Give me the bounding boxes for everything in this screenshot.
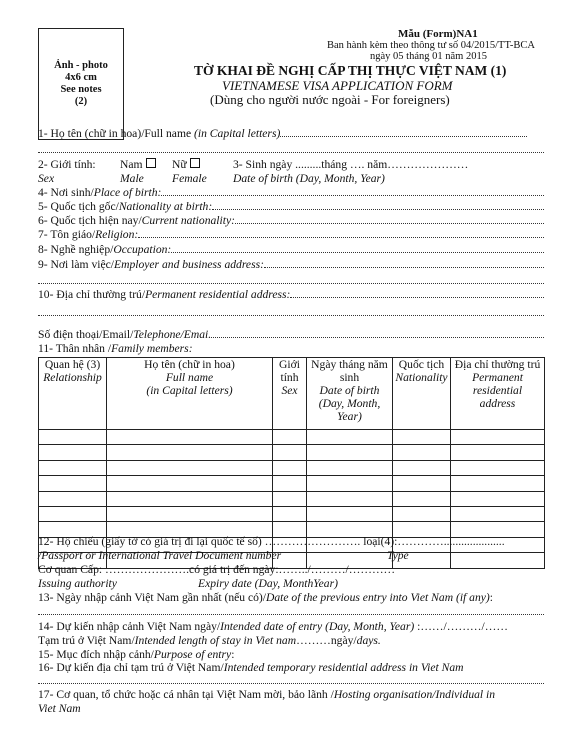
issued-line-1: Ban hành kèm theo thông tư số 04/2015/TT-BCA — [327, 40, 536, 51]
header-vn: Địa chỉ thường trú — [454, 358, 541, 371]
table-row[interactable] — [39, 476, 545, 491]
field-issuing-authority[interactable]: Cơ quan Cấp: ………………….có giá trị đến ngày:……../………/………… — [38, 563, 396, 576]
form-note: (Dùng cho người nước ngoài - For foreigners) — [210, 92, 450, 107]
col-full-name — [107, 358, 273, 430]
field-label-en: Employer and business address: — [114, 258, 264, 271]
input-dots — [280, 127, 527, 137]
field-sex-dob — [38, 158, 96, 171]
photo-label: Ảnh - photo — [54, 60, 108, 71]
field-label: 1- Họ tên (chữ in hoa)/Full name — [38, 127, 195, 140]
field-label-en: (in Capital letters) — [194, 127, 281, 140]
header-vn: Giới — [279, 358, 300, 371]
field-occupation[interactable] — [38, 243, 544, 256]
field-label: 6- Quốc tịch hiện nay/ — [38, 214, 142, 227]
col-date-of-birth — [307, 358, 393, 430]
field-blanks: ………ngày/ — [296, 634, 357, 647]
header-en: Relationship — [43, 371, 102, 384]
field-passport[interactable]: 12- Hộ chiếu (giấy tờ có giá trị đi lại quốc tế số) ……………………. loại(4):…………..................... — [38, 535, 505, 548]
photo-note-num: (2) — [74, 96, 88, 107]
field-family-members — [38, 342, 193, 355]
field-place-of-birth[interactable] — [38, 186, 544, 199]
header-en: Permanent — [472, 371, 523, 384]
photo-size: 4x6 cm — [65, 72, 97, 83]
field-label: 13- Ngày nhập cảnh Việt Nam gần nhất (nếu có)/ — [38, 591, 266, 604]
male-en: Male — [120, 172, 144, 185]
field-employer[interactable] — [38, 258, 544, 271]
header-en: Year) — [337, 410, 362, 423]
photo-box — [38, 28, 124, 140]
input-dots — [171, 243, 544, 253]
header-en: Date of birth — [319, 384, 380, 397]
field-label: Số điện thoại/Email/ — [38, 328, 134, 341]
input-dots — [212, 200, 544, 210]
table-row[interactable] — [39, 506, 545, 521]
field-previous-entry[interactable] — [38, 591, 493, 604]
input-dots — [161, 186, 544, 196]
blank-line — [38, 283, 544, 284]
field-label-en: Religion: — [95, 228, 139, 241]
input-dots — [211, 328, 544, 338]
field-label-en: Nationality at birth: — [118, 200, 213, 213]
field-religion[interactable] — [38, 228, 544, 241]
form-code: Mẫu (Form)NA1 — [398, 28, 478, 40]
table-row[interactable] — [39, 430, 545, 445]
photo-note: See notes — [60, 84, 102, 95]
input-dots — [138, 228, 544, 238]
field-label-en: Date of the previous entry into Viet Nam (if any) — [266, 591, 490, 604]
field-nationality-at-birth[interactable] — [38, 200, 544, 213]
expiry-date-en: Expiry date (Day, MonthYear) — [198, 577, 338, 590]
header-en: residential — [472, 384, 523, 397]
input-dots — [235, 214, 544, 224]
header-en: Sex — [281, 384, 298, 397]
header-en: (Day, Month, — [318, 397, 381, 410]
col-nationality — [393, 358, 451, 430]
passport-en: /Passport or International Travel Document number — [38, 549, 282, 562]
field-label-en: Intended length of stay in Viet nam — [134, 634, 297, 647]
header-vn: Họ tên (chữ in hoa) — [144, 358, 235, 371]
dob-en: Date of birth (Day, Month, Year) — [233, 172, 385, 185]
field-label: 16- Dự kiến địa chỉ tạm trú ở Việt Nam/ — [38, 661, 224, 674]
field-hosting-org[interactable] — [38, 688, 495, 701]
hosting-org-en-cont: Viet Nam — [38, 702, 81, 715]
female-label: Nữ — [172, 158, 187, 171]
table-row[interactable] — [39, 491, 545, 506]
sex-en: Sex — [38, 172, 55, 185]
header-vn: Quan hệ (3) — [44, 358, 101, 371]
field-label: Tạm trú ở Việt Nam/ — [38, 634, 135, 647]
blank-line — [38, 315, 544, 316]
input-dots — [264, 258, 544, 268]
field-label-en: Occupation: — [113, 243, 172, 256]
table-row[interactable] — [39, 460, 545, 475]
field-label-en: Intended date of entry (Day, Month, Year) — [220, 620, 415, 633]
blank-line — [38, 152, 544, 153]
header-vn: tính — [280, 371, 299, 384]
option-female[interactable] — [172, 158, 200, 171]
field-intended-entry[interactable] — [38, 620, 508, 633]
male-checkbox[interactable] — [146, 158, 156, 168]
field-purpose[interactable] — [38, 648, 234, 661]
field-permanent-address[interactable] — [38, 288, 544, 301]
field-label: 14- Dự kiến nhập cảnh Việt Nam ngày/ — [38, 620, 221, 633]
female-checkbox[interactable] — [190, 158, 200, 168]
issued-line-2: ngày 05 tháng 01 năm 2015 — [370, 51, 487, 62]
field-label: 7- Tôn giáo/ — [38, 228, 96, 241]
field-label-en: Purpose of entry — [153, 648, 232, 661]
field-length-of-stay[interactable] — [38, 634, 381, 647]
female-en: Female — [172, 172, 207, 185]
field-label-en: Family members: — [111, 342, 193, 355]
col-relationship — [39, 358, 107, 430]
table-row[interactable] — [39, 445, 545, 460]
form-subtitle: VIETNAMESE VISA APPLICATION FORM — [222, 78, 453, 93]
field-label: 8- Nghề nghiệp/ — [38, 243, 114, 256]
field-label: 10- Địa chỉ thường trú/ — [38, 288, 146, 301]
header-en: address — [479, 397, 516, 410]
col-address — [451, 358, 545, 430]
male-label: Nam — [120, 158, 143, 171]
option-male[interactable] — [120, 158, 156, 171]
field-label: 9- Nơi làm việc/ — [38, 258, 114, 271]
field-label: 2- Giới tính: — [38, 158, 96, 171]
field-temporary-address[interactable] — [38, 661, 464, 674]
field-current-nationality[interactable] — [38, 214, 544, 227]
header-vn: Ngày tháng năm — [311, 358, 388, 371]
header-en: Full name — [165, 371, 214, 384]
field-full-name[interactable] — [38, 127, 527, 140]
field-label-en: Telephone/Emai. — [133, 328, 212, 341]
header-vn: sinh — [339, 371, 360, 384]
field-label: 4- Nơi sinh/ — [38, 186, 94, 199]
field-label-en: Intended temporary residential address in Viet Nam — [223, 661, 464, 674]
header-en: Nationality — [395, 371, 448, 384]
passport-type-en: Type — [387, 549, 409, 562]
col-sex — [273, 358, 307, 430]
field-colon: : — [489, 591, 494, 604]
field-label: 11- Thân nhân / — [38, 342, 112, 355]
field-dob[interactable]: 3- Sinh ngày .........tháng …. năm………………… — [233, 158, 469, 171]
blank-line — [38, 614, 544, 615]
field-label-en: Hosting organisation/Individual in — [333, 688, 496, 701]
form-title: TỜ KHAI ĐỀ NGHỊ CẤP THỊ THỰC VIỆT NAM (1) — [194, 63, 507, 78]
header-en: (in Capital letters) — [146, 384, 233, 397]
field-label-en: Permanent residential address: — [145, 288, 291, 301]
field-phone-email[interactable] — [38, 328, 544, 341]
input-dots — [290, 288, 544, 298]
blank-line — [38, 683, 544, 684]
field-label-en: Current nationality: — [141, 214, 235, 227]
days-en: days. — [356, 634, 381, 647]
field-label: 5- Quốc tịch gốc/ — [38, 200, 119, 213]
field-label-en: Place of birth: — [93, 186, 162, 199]
issuing-authority-en: Issuing authority — [38, 577, 117, 590]
field-label: 15- Mục đích nhập cảnh/ — [38, 648, 154, 661]
table-header-row — [39, 358, 545, 430]
field-label: 17- Cơ quan, tổ chức hoặc cá nhân tại Việt Nam mời, bảo lãnh / — [38, 688, 334, 701]
field-blanks: :……/………/…… — [414, 620, 508, 633]
header-vn: Quốc tịch — [398, 358, 445, 371]
field-colon: : — [231, 648, 235, 661]
